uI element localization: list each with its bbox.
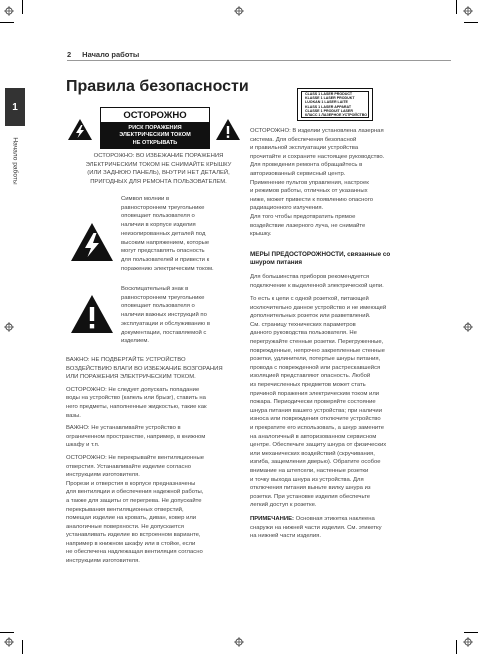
paragraph-ventilation-openings <box>66 480 252 566</box>
paragraph-caution-ventilation <box>66 454 252 480</box>
registration-mark-bottom-left <box>4 637 14 647</box>
text-line: равностороннем треугольнике <box>121 294 205 301</box>
power-cord-paragraph-1 <box>250 273 455 290</box>
text-line: шкафу и т.п. <box>66 442 100 449</box>
text-line: и правильной эксплуатации устройства <box>250 145 359 152</box>
header-divider <box>67 60 451 61</box>
text-line: То есть к цепи с одной розеткой, питающей <box>250 296 369 303</box>
text-line: наличии в корпусе изделия <box>121 222 196 229</box>
text-line: пожара. Периодически проверяйте состояние <box>250 399 376 406</box>
text-line: высоким напряжением, которые <box>121 239 210 246</box>
text-line: и прекратите его использовать, а шнур замените <box>250 425 385 431</box>
text-line: перекрывания вентиляционных отверстий, <box>66 506 184 513</box>
section-name: Начало работы <box>82 50 140 59</box>
crop-mark <box>456 0 457 14</box>
text-line: авторизованный сервисный центр. <box>250 170 346 177</box>
text-line: Для того чтобы предотвратить прямое <box>250 213 356 220</box>
text-line: изоляцией представляют опасность. Любой <box>250 373 371 380</box>
registration-mark-mid-left <box>4 322 14 332</box>
caution-line: (ИЛИ ЗАДНЮЮ ПАНЕЛЬ), ВНУТРИ НЕТ ДЕТАЛЕЙ, <box>87 170 230 177</box>
text-line: Основная этикетка наклеена <box>294 515 375 522</box>
laser-label-row: КЛАСС 1 ЛАЗЕРНОЕ УСТРОЙСТВО <box>305 112 368 117</box>
registration-mark-bottom-center <box>234 637 244 647</box>
crop-mark <box>456 640 457 654</box>
laser-class-label <box>297 88 373 121</box>
laser-caution-paragraph <box>250 127 455 239</box>
text-line: исключительно данное устройство и не имеющей <box>250 304 387 311</box>
text-line: См. страницу технических параметров <box>250 321 356 328</box>
registration-mark-mid-right <box>463 322 473 332</box>
text-line: ВОЗДЕЙСТВИЮ ВЛАГИ ВО ИЗБЕЖАНИЕ ВОЗГОРАНИЯ <box>66 365 223 372</box>
text-line: поврежденные, непрочно закрепленные стенные <box>250 347 385 354</box>
text-line: Для проведения ремонта обращайтесь в <box>250 162 363 169</box>
text-line: розетки. При установке изделия обеспечьте <box>250 493 371 500</box>
laser-label-row: LUOKAN 1 LASER LAITE <box>305 100 348 105</box>
registration-mark-top-left <box>4 6 14 16</box>
caution-line: ПРИГОДНЫХ ДЛЯ РЕМОНТА ПОЛЬЗОВАТЕЛЕМ. <box>90 178 227 185</box>
text-line: документации, поставляемой с <box>121 329 207 336</box>
text-line: внимание на штепсели, настенные розетки <box>250 467 369 474</box>
chapter-side-label-text: Начало работы <box>11 137 19 185</box>
text-line: неизолированных деталей под <box>121 230 206 237</box>
text-line: розетки, удлинители, потертые шнуры питания, <box>250 356 381 363</box>
exclamation-warning-icon <box>215 118 241 141</box>
registration-mark-top-right <box>463 6 473 16</box>
right-column <box>250 127 455 545</box>
text-line: центре. Обеспечьте защиту шнура от физических <box>250 442 387 449</box>
paragraph-important-moisture <box>66 356 252 382</box>
text-line: Восклицательный знак в <box>121 286 189 292</box>
text-line: отключения питания выньте вилку шнура из <box>250 485 371 492</box>
text-line: например в книжном шкафу или в стойке, если <box>66 540 196 547</box>
text-line: воды на устройство (капель или брызг), ставить на <box>66 395 206 402</box>
text-line: ВАЖНО: НЕ ПОДВЕРГАЙТЕ УСТРОЙСТВО <box>66 357 186 363</box>
lightning-warning-icon <box>67 118 93 141</box>
left-column-paragraphs <box>66 356 252 570</box>
text-line: эксплуатации и обслуживанию в <box>121 320 210 327</box>
text-line: могут представлять опасность <box>121 248 205 255</box>
text-line: ОСТОРОЖНО: Не перекрывайте вентиляционные <box>66 454 204 461</box>
text-line: оповещает пользователя о <box>121 303 195 310</box>
text-line: крышку. <box>250 231 272 238</box>
text-line: для вентиляции и обеспечения надежной работы, <box>66 489 204 496</box>
text-line: помещая изделие на кровать, диван, ковер или <box>66 515 197 522</box>
paragraph-important-confined-space <box>66 424 252 450</box>
text-line: ограниченном пространстве, например, в книжном <box>66 433 206 440</box>
caution-label-body <box>101 123 209 149</box>
text-line: ниже, может привести к появлению опасного <box>250 196 374 203</box>
caution-line: ОСТОРОЖНО: ВО ИЗБЕЖАНИЕ ПОРАЖЕНИЯ <box>93 153 224 159</box>
text-line: аналогичные поверхности. Не допускается <box>66 523 184 530</box>
registration-mark-bottom-right <box>463 637 473 647</box>
text-line: снаружи на нижней части изделия. См. этикетку <box>250 524 382 531</box>
crop-mark <box>22 0 23 14</box>
exclamation-symbol-icon <box>70 294 114 334</box>
heading-line: шнуром питания <box>250 259 303 267</box>
text-line: и точку выхода шнура из устройства. Для <box>250 476 364 483</box>
chapter-side-label <box>6 130 24 192</box>
text-line: данного руководства пользователя. Не <box>250 330 357 337</box>
exclamation-symbol-description <box>121 285 249 346</box>
text-line: Символ молнии в <box>121 196 170 202</box>
registration-mark-top-center <box>234 6 244 16</box>
text-line: него предметы, наполненные жидкостью, такие как <box>66 403 207 410</box>
text-line: шнура питания вашего устройства; при наличии <box>250 407 382 414</box>
note-label: ПРИМЕЧАНИЕ: <box>250 515 295 522</box>
caution-label-line: ЭЛЕКТРИЧЕСКИМ ТОКОМ <box>119 132 191 139</box>
laser-label-row: CLASS 1 LASER PRODUCT <box>305 91 353 96</box>
crop-mark <box>0 22 14 23</box>
text-line: не обеспечена надлежащая вентиляция согласно <box>66 549 203 556</box>
text-line: дополнительных розеток или разветвлений. <box>250 313 371 320</box>
text-line: причиной поражения электрическим током или <box>250 390 380 397</box>
crop-mark <box>22 640 23 654</box>
caution-label <box>100 107 210 149</box>
caution-line: ЭЛЕКТРИЧЕСКИМ ТОКОМ НЕ СНИМАЙТЕ КРЫШКУ <box>85 161 232 168</box>
lightning-symbol-icon <box>70 222 114 262</box>
page-header <box>67 50 139 59</box>
text-line: легкий доступ к розетке. <box>250 502 317 509</box>
laser-label-row: CLASSE 1 PRODUIT LASER <box>305 108 353 113</box>
text-line: изделием. <box>121 338 150 345</box>
laser-label-row: KLASS 1 LASER APPARAT <box>305 104 352 109</box>
caution-label-line: РИСК ПОРАЖЕНИЯ <box>128 125 182 131</box>
text-line: радиационного излучения. <box>250 205 324 212</box>
text-line: ВАЖНО: Не устанавливайте устройство в <box>66 425 181 432</box>
text-line: изгиба, защемления дверью). Обратите особое <box>250 459 381 466</box>
crop-mark <box>0 632 14 633</box>
lightning-symbol-description <box>121 195 249 273</box>
text-line: Для большинства приборов рекомендуется <box>250 273 370 280</box>
text-line: Применение пультов управления, настроек <box>250 179 369 186</box>
text-line: подключение к выделенной электрической цепи. <box>250 282 384 289</box>
power-cord-paragraph-2 <box>250 295 455 510</box>
text-line: на нижней части изделия. <box>250 533 321 540</box>
text-line: ИЛИ ПОРАЖЕНИЯ ЭЛЕКТРИЧЕСКИМ ТОКОМ. <box>66 374 196 381</box>
text-line: для пользователей и привести к <box>121 256 210 263</box>
text-line: устанавливать изделие во встроенном варианте, <box>66 532 201 539</box>
text-line: поражению электрическим током. <box>121 265 214 272</box>
heading-line: МЕРЫ ПРЕДОСТОРОЖНОСТИ, связанные со <box>250 250 391 258</box>
text-line: провода с поврежденной или растрескавшейся <box>250 364 381 371</box>
text-line: вазы. <box>66 412 81 419</box>
power-cord-heading <box>250 251 455 268</box>
page-title: Правила безопасности <box>66 78 249 95</box>
text-line: прочитайте и сохраните настоящее руководство. <box>250 153 385 160</box>
text-line: воздействие лазерного луча, не снимайте <box>250 222 366 229</box>
text-line: из перечисленных предметов может стать <box>250 382 366 389</box>
caution-label-title: ОСТОРОЖНО <box>101 108 209 123</box>
caution-label-line: НЕ ОТКРЫВАТЬ <box>132 139 178 146</box>
text-line: износа или повреждения отключите устройство <box>250 416 381 423</box>
caution-statement <box>66 152 251 186</box>
text-line: или механических воздействий (скручивания, <box>250 450 375 457</box>
note-paragraph <box>250 515 455 541</box>
text-line: наличии важных инструкций по <box>121 312 207 319</box>
laser-label-row: KLASSE 1 LASER PRODUKT <box>305 96 355 101</box>
text-line: равностороннем треугольнике <box>121 204 205 211</box>
paragraph-caution-water <box>66 386 252 420</box>
text-line: на аналогичный в авторизованном сервисном <box>250 433 377 440</box>
text-line: Прорези и отверстия в корпусе предназначены <box>66 480 196 487</box>
text-line: перегружайте стенные розетки. Перегруженные, <box>250 339 384 346</box>
crop-mark <box>464 22 478 23</box>
page-number: 2 <box>67 50 72 59</box>
text-line: инструкциям изготовителя. <box>66 558 140 565</box>
text-line: а также для защиты от перегрева. Не допускайте <box>66 497 202 504</box>
text-line: ОСТОРОЖНО: Не следует допускать попадание <box>66 386 200 393</box>
text-line: оповещает пользователя о <box>121 213 195 220</box>
chapter-tab <box>5 88 25 126</box>
text-line: отверстия. Устанавливайте изделие согласно <box>66 463 191 470</box>
text-line: и режимов работы, отличных от указанных <box>250 188 368 195</box>
text-line: инструкциям изготовителя. <box>66 472 140 479</box>
chapter-number: 1 <box>12 101 18 113</box>
text-line: ОСТОРОЖНО: В изделии установлена лазерная <box>250 128 384 134</box>
laser-class-label-inner <box>301 91 369 118</box>
crop-mark <box>464 632 478 633</box>
text-line: система. Для обеспечения безопасной <box>250 136 357 143</box>
